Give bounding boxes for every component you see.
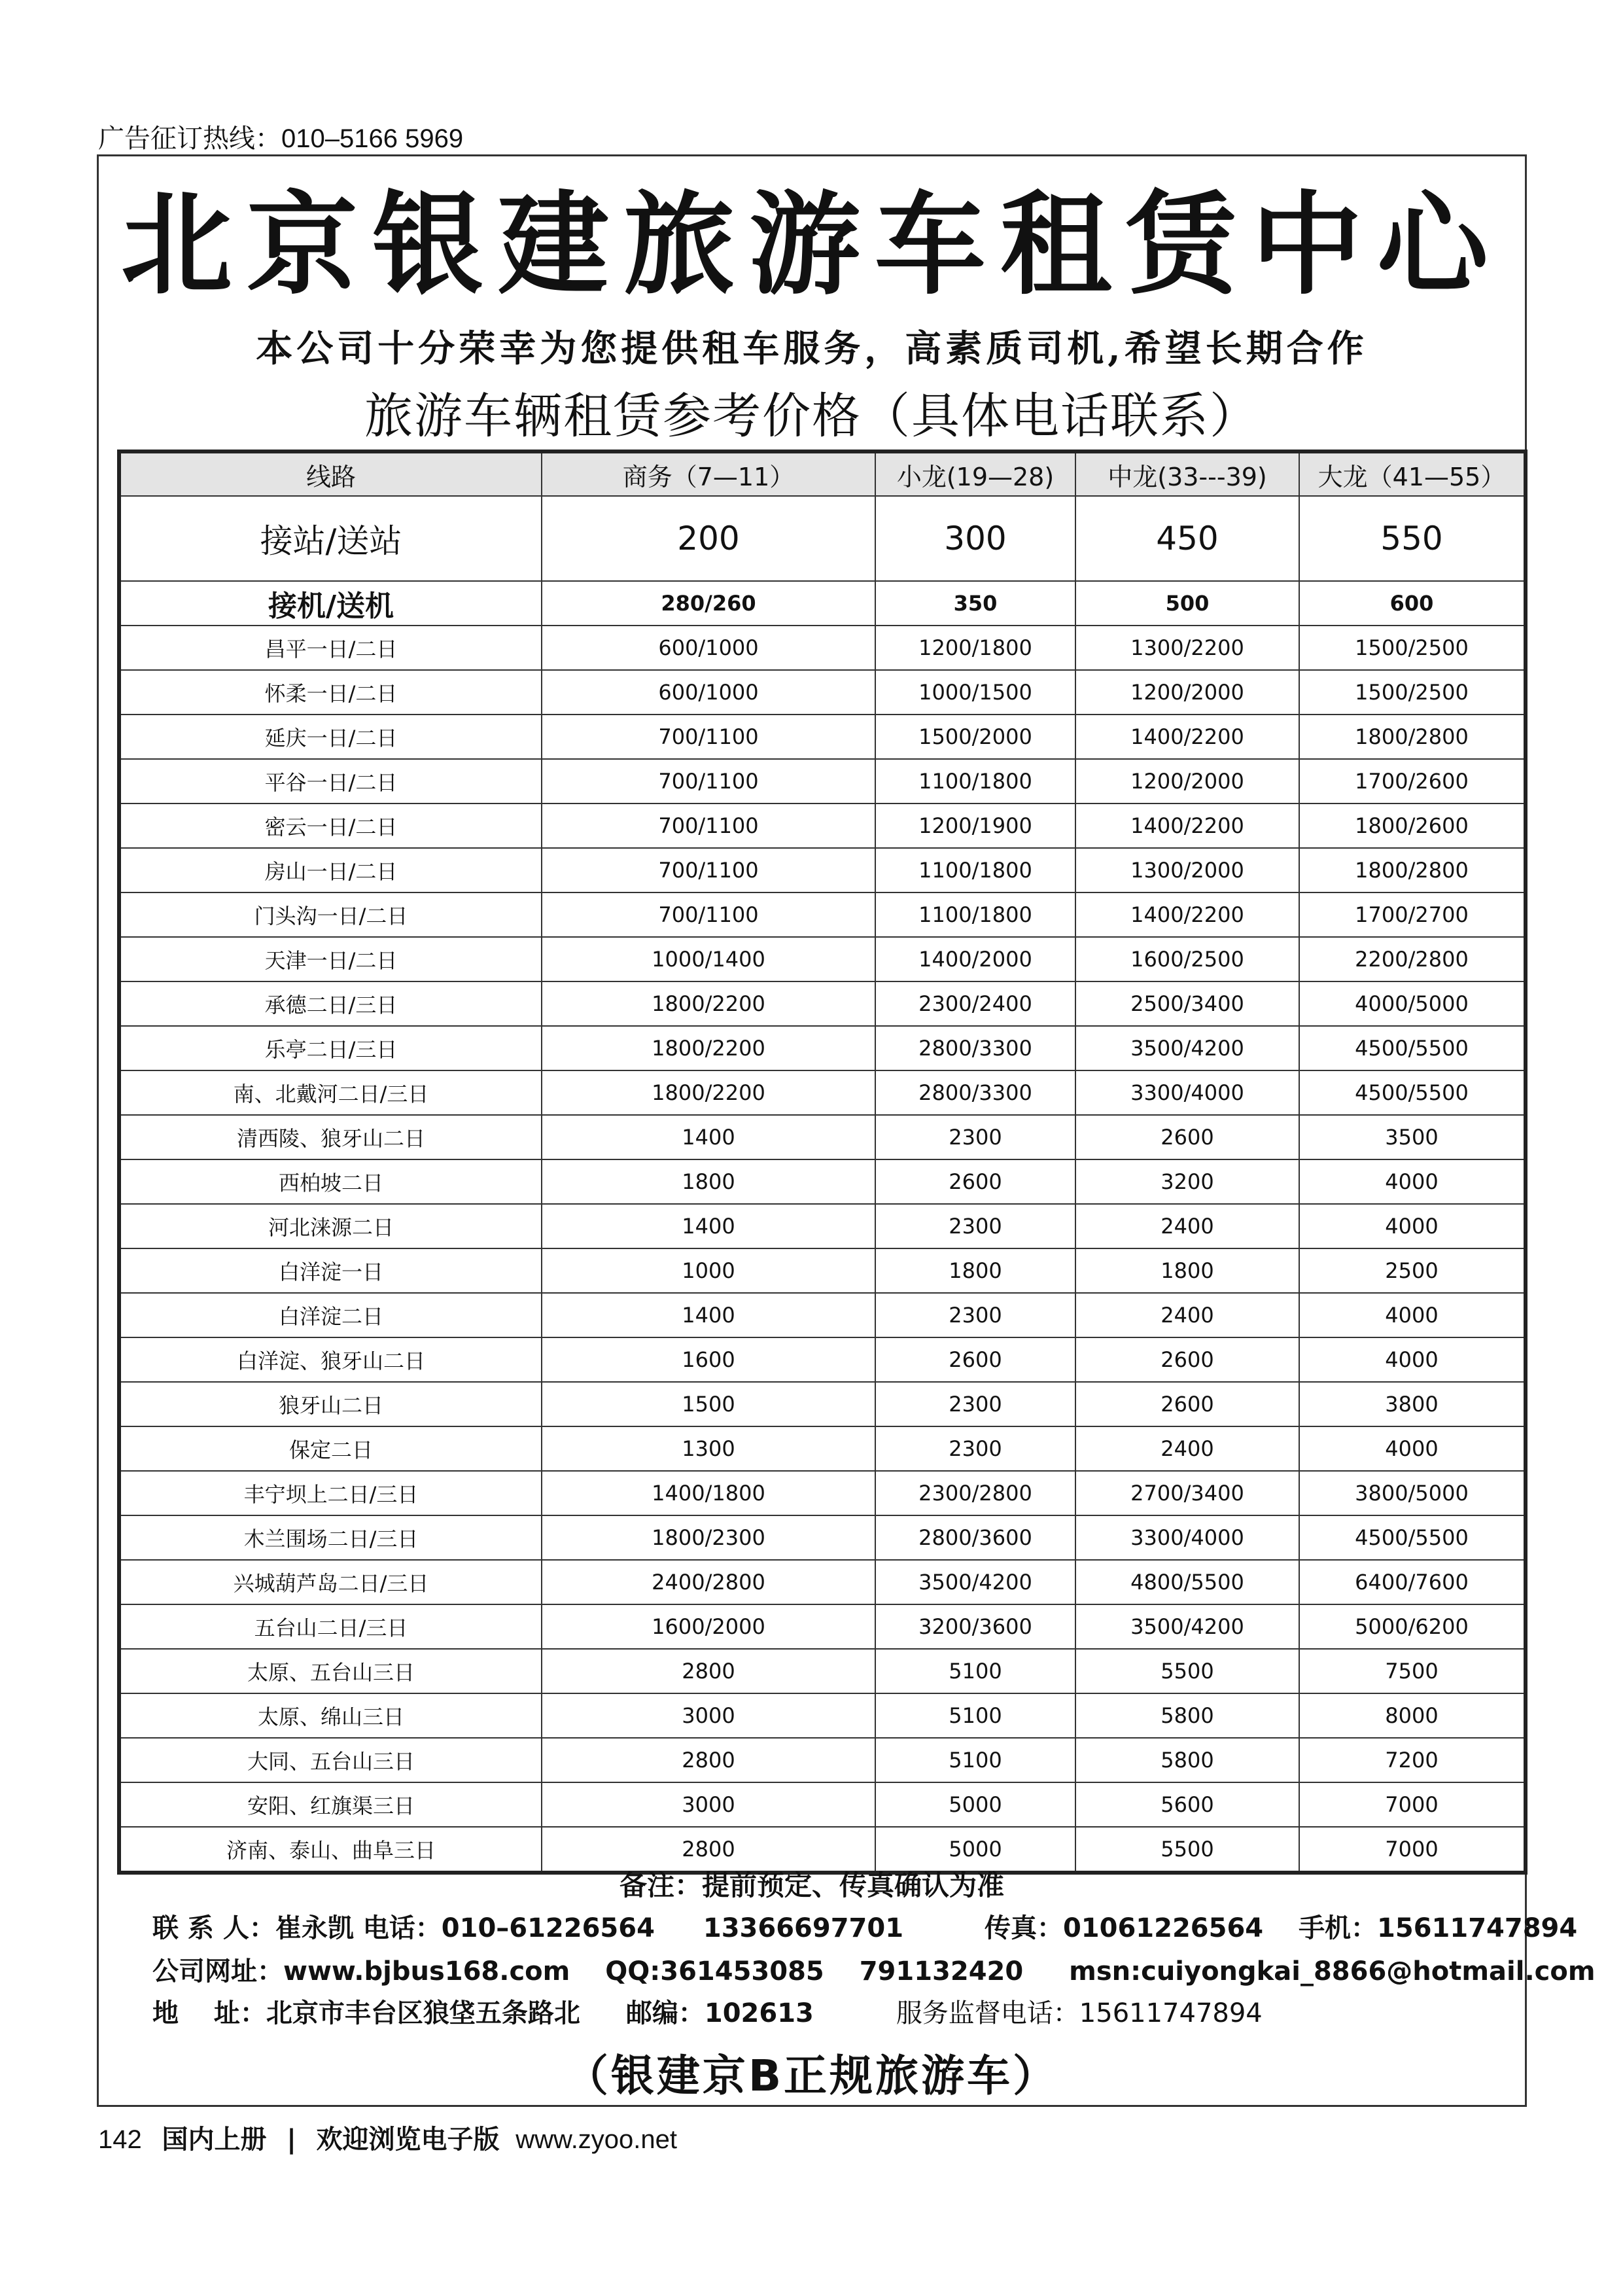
cell-small: 1000/1500 xyxy=(875,670,1075,715)
page-number: 142 xyxy=(98,2125,142,2154)
cell-small: 5100 xyxy=(875,1649,1075,1693)
cell-business: 600/1000 xyxy=(542,626,875,670)
cell-small: 1100/1800 xyxy=(875,892,1075,937)
cell-medium: 5800 xyxy=(1075,1693,1299,1738)
cell-small: 2800/3300 xyxy=(875,1026,1075,1070)
cell-large: 3800/5000 xyxy=(1299,1471,1526,1515)
cell-route: 太原、绵山三日 xyxy=(119,1693,542,1738)
cell-medium: 2600 xyxy=(1075,1382,1299,1426)
table-row xyxy=(119,937,1526,981)
cell-small: 1100/1800 xyxy=(875,759,1075,804)
cell-small: 1400/2000 xyxy=(875,937,1075,981)
cell-small: 2300 xyxy=(875,1426,1075,1471)
cell-medium: 450 xyxy=(1075,496,1299,581)
cell-large: 5000/6200 xyxy=(1299,1604,1526,1649)
cell-small: 300 xyxy=(875,496,1075,581)
cell-route: 乐亭二日/三日 xyxy=(119,1026,542,1070)
cell-route: 丰宁坝上二日/三日 xyxy=(119,1471,542,1515)
cell-business: 280/260 xyxy=(542,581,875,626)
cell-small: 1100/1800 xyxy=(875,848,1075,892)
cell-route: 清西陵、狼牙山二日 xyxy=(119,1115,542,1159)
cell-small: 2600 xyxy=(875,1337,1075,1382)
ad-hotline: 广告征订热线：010–5166 5969 xyxy=(98,124,464,153)
cell-route: 承德二日/三日 xyxy=(119,981,542,1026)
cell-route: 白洋淀、狼牙山二日 xyxy=(119,1337,542,1382)
table-row xyxy=(119,1248,1526,1293)
cell-medium: 5800 xyxy=(1075,1738,1299,1782)
cell-route: 接站/送站 xyxy=(119,496,542,581)
contact-mobile-1: 13366697701 xyxy=(703,1913,904,1943)
table-row xyxy=(119,892,1526,937)
cell-medium: 1200/2000 xyxy=(1075,759,1299,804)
cell-business: 2800 xyxy=(542,1649,875,1693)
cell-business: 2400/2800 xyxy=(542,1560,875,1604)
contact-qq-2: 791132420 xyxy=(859,1956,1024,1987)
table-row xyxy=(119,1738,1526,1782)
cell-route: 门头沟一日/二日 xyxy=(119,892,542,937)
header-small: 小龙(19—28) xyxy=(875,451,1075,496)
table-row xyxy=(119,715,1526,759)
cell-medium: 1600/2500 xyxy=(1075,937,1299,981)
cell-route: 安阳、红旗渠三日 xyxy=(119,1782,542,1827)
cell-route: 房山一日/二日 xyxy=(119,848,542,892)
cell-large: 3800 xyxy=(1299,1382,1526,1426)
table-row xyxy=(119,1159,1526,1204)
cell-business: 700/1100 xyxy=(542,759,875,804)
cell-small: 2300/2400 xyxy=(875,981,1075,1026)
table-row xyxy=(119,1782,1526,1827)
table-row xyxy=(119,759,1526,804)
footer-url[interactable]: www.zyoo.net xyxy=(515,2125,678,2154)
cell-route: 白洋淀一日 xyxy=(119,1248,542,1293)
cell-small: 350 xyxy=(875,581,1075,626)
price-table xyxy=(117,450,1527,1875)
cell-small: 2800/3300 xyxy=(875,1070,1075,1115)
cell-business: 1000 xyxy=(542,1248,875,1293)
cell-route: 接机/送机 xyxy=(119,581,542,626)
cell-large: 4500/5500 xyxy=(1299,1026,1526,1070)
section-label: 国内上册 xyxy=(162,2125,267,2155)
cell-large: 4000 xyxy=(1299,1204,1526,1248)
cell-medium: 5500 xyxy=(1075,1827,1299,1873)
cell-medium: 1400/2200 xyxy=(1075,804,1299,848)
table-row xyxy=(119,1204,1526,1248)
page-footer xyxy=(98,2119,677,2156)
cell-business: 1400 xyxy=(542,1115,875,1159)
header-large: 大龙（41—55） xyxy=(1299,451,1526,496)
table-header-row xyxy=(119,451,1526,496)
table-row xyxy=(119,670,1526,715)
cell-business: 600/1000 xyxy=(542,670,875,715)
cell-medium: 2500/3400 xyxy=(1075,981,1299,1026)
cell-business: 1800 xyxy=(542,1159,875,1204)
cell-medium: 3300/4000 xyxy=(1075,1070,1299,1115)
cell-medium: 1400/2200 xyxy=(1075,892,1299,937)
cell-large: 1700/2700 xyxy=(1299,892,1526,937)
header-medium: 中龙(33---39) xyxy=(1075,451,1299,496)
cell-business: 1400/1800 xyxy=(542,1471,875,1515)
contact-msn[interactable]: msn:cuiyongkai_8866@hotmail.com xyxy=(1069,1956,1596,1987)
table-row xyxy=(119,1115,1526,1159)
table-row xyxy=(119,1382,1526,1426)
cell-large: 1800/2800 xyxy=(1299,715,1526,759)
cell-business: 700/1100 xyxy=(542,804,875,848)
cell-medium: 3500/4200 xyxy=(1075,1026,1299,1070)
booking-note: 备注：提前预定、传真确认为准 xyxy=(619,1869,1004,1901)
cell-route: 南、北戴河二日/三日 xyxy=(119,1070,542,1115)
cell-small: 2300 xyxy=(875,1293,1075,1337)
cell-large: 7000 xyxy=(1299,1827,1526,1873)
cell-large: 4000 xyxy=(1299,1293,1526,1337)
cell-medium: 2400 xyxy=(1075,1204,1299,1248)
table-row xyxy=(119,1026,1526,1070)
cell-route: 太原、五台山三日 xyxy=(119,1649,542,1693)
cell-large: 4000 xyxy=(1299,1426,1526,1471)
cell-medium: 2400 xyxy=(1075,1426,1299,1471)
advert-frame xyxy=(97,154,1596,2107)
postal-code: 邮编：102613 xyxy=(625,1998,814,2028)
cell-large: 4000/5000 xyxy=(1299,981,1526,1026)
contact-person-phone: 联 系 人：崔永凯 电话：010–61226564 xyxy=(152,1913,655,1943)
company-website[interactable]: 公司网址：www.bjbus168.com xyxy=(152,1956,570,1987)
cell-business: 1800/2200 xyxy=(542,1070,875,1115)
table-row xyxy=(119,848,1526,892)
cell-small: 2300 xyxy=(875,1115,1075,1159)
cell-small: 3200/3600 xyxy=(875,1604,1075,1649)
cell-business: 1600 xyxy=(542,1337,875,1382)
cell-medium: 3500/4200 xyxy=(1075,1604,1299,1649)
cell-business: 700/1100 xyxy=(542,848,875,892)
cell-medium: 5500 xyxy=(1075,1649,1299,1693)
contact-line-web xyxy=(152,1951,1596,1988)
cell-route: 五台山二日/三日 xyxy=(119,1604,542,1649)
cell-medium: 2700/3400 xyxy=(1075,1471,1299,1515)
table-row xyxy=(119,1293,1526,1337)
contact-line-address xyxy=(152,1992,1263,2030)
company-title: 北京银建旅游车租赁中心 xyxy=(120,179,1503,310)
cell-small: 2600 xyxy=(875,1159,1075,1204)
table-row xyxy=(119,981,1526,1026)
cell-business: 2800 xyxy=(542,1827,875,1873)
cell-large: 2200/2800 xyxy=(1299,937,1526,981)
cell-route: 白洋淀二日 xyxy=(119,1293,542,1337)
cell-medium: 1300/2200 xyxy=(1075,626,1299,670)
cell-small: 3500/4200 xyxy=(875,1560,1075,1604)
cell-small: 1500/2000 xyxy=(875,715,1075,759)
cell-route: 兴城葫芦岛二日/三日 xyxy=(119,1560,542,1604)
cell-large: 7000 xyxy=(1299,1782,1526,1827)
cell-large: 6400/7600 xyxy=(1299,1560,1526,1604)
footer-separator: | xyxy=(287,2125,296,2155)
cell-route: 济南、泰山、曲阜三日 xyxy=(119,1827,542,1873)
cell-medium: 1200/2000 xyxy=(1075,670,1299,715)
cell-route: 平谷一日/二日 xyxy=(119,759,542,804)
company-address: 地 址：北京市丰台区狼垡五条路北 xyxy=(152,1998,580,2028)
cell-large: 2500 xyxy=(1299,1248,1526,1293)
footer-welcome: 欢迎浏览电子版 xyxy=(316,2125,500,2155)
cell-route: 狼牙山二日 xyxy=(119,1382,542,1426)
cell-business: 1800/2300 xyxy=(542,1515,875,1560)
cell-large: 1800/2800 xyxy=(1299,848,1526,892)
cell-large: 8000 xyxy=(1299,1693,1526,1738)
table-row xyxy=(119,1649,1526,1693)
cell-large: 1800/2600 xyxy=(1299,804,1526,848)
cell-medium: 1300/2000 xyxy=(1075,848,1299,892)
cell-route: 密云一日/二日 xyxy=(119,804,542,848)
cell-large: 3500 xyxy=(1299,1115,1526,1159)
table-row xyxy=(119,1337,1526,1382)
cell-small: 1800 xyxy=(875,1248,1075,1293)
table-row xyxy=(119,804,1526,848)
cell-small: 5000 xyxy=(875,1782,1075,1827)
cell-business: 1300 xyxy=(542,1426,875,1471)
cell-large: 600 xyxy=(1299,581,1526,626)
cell-medium: 500 xyxy=(1075,581,1299,626)
cell-route: 河北涞源二日 xyxy=(119,1204,542,1248)
service-slogan: 本公司十分荣幸为您提供租车服务，高素质司机,希望长期合作 xyxy=(256,327,1368,370)
table-row xyxy=(119,1560,1526,1604)
table-row xyxy=(119,1471,1526,1515)
contact-line-person xyxy=(152,1907,1577,1945)
cell-business: 1400 xyxy=(542,1293,875,1337)
cell-large: 7500 xyxy=(1299,1649,1526,1693)
cell-large: 4500/5500 xyxy=(1299,1070,1526,1115)
cell-small: 2800/3600 xyxy=(875,1515,1075,1560)
cell-medium: 2600 xyxy=(1075,1337,1299,1382)
cell-business: 200 xyxy=(542,496,875,581)
cell-large: 550 xyxy=(1299,496,1526,581)
cell-medium: 2600 xyxy=(1075,1115,1299,1159)
cell-large: 1500/2500 xyxy=(1299,670,1526,715)
cell-medium: 2400 xyxy=(1075,1293,1299,1337)
cell-large: 1500/2500 xyxy=(1299,626,1526,670)
cell-small: 1200/1800 xyxy=(875,626,1075,670)
cell-business: 1000/1400 xyxy=(542,937,875,981)
cell-route: 天津一日/二日 xyxy=(119,937,542,981)
cell-medium: 1400/2200 xyxy=(1075,715,1299,759)
cell-small: 2300 xyxy=(875,1204,1075,1248)
regular-bus-slogan: （银建京B正规旅游车） xyxy=(565,2051,1059,2101)
cell-business: 1800/2200 xyxy=(542,981,875,1026)
cell-route: 怀柔一日/二日 xyxy=(119,670,542,715)
cell-business: 1500 xyxy=(542,1382,875,1426)
table-row xyxy=(119,1070,1526,1115)
cell-medium: 3200 xyxy=(1075,1159,1299,1204)
price-subtitle: 旅游车辆租赁参考价格（具体电话联系） xyxy=(364,388,1259,444)
cell-route: 延庆一日/二日 xyxy=(119,715,542,759)
cell-large: 4000 xyxy=(1299,1337,1526,1382)
cell-business: 2800 xyxy=(542,1738,875,1782)
cell-business: 1600/2000 xyxy=(542,1604,875,1649)
cell-route: 昌平一日/二日 xyxy=(119,626,542,670)
table-row xyxy=(119,1515,1526,1560)
cell-large: 4000 xyxy=(1299,1159,1526,1204)
cell-business: 1400 xyxy=(542,1204,875,1248)
table-row xyxy=(119,1426,1526,1471)
cell-route: 保定二日 xyxy=(119,1426,542,1471)
cell-business: 700/1100 xyxy=(542,892,875,937)
cell-medium: 5600 xyxy=(1075,1782,1299,1827)
cell-small: 5000 xyxy=(875,1827,1075,1873)
cell-medium: 3300/4000 xyxy=(1075,1515,1299,1560)
header-business: 商务（7—11） xyxy=(542,451,875,496)
table-row xyxy=(119,496,1526,581)
cell-business: 700/1100 xyxy=(542,715,875,759)
cell-route: 木兰围场二日/三日 xyxy=(119,1515,542,1560)
cell-large: 7200 xyxy=(1299,1738,1526,1782)
cell-small: 2300 xyxy=(875,1382,1075,1426)
contact-mobile-2: 手机：15611747894 xyxy=(1299,1913,1578,1943)
cell-large: 1700/2600 xyxy=(1299,759,1526,804)
cell-small: 1200/1900 xyxy=(875,804,1075,848)
price-table-body xyxy=(119,496,1526,1873)
table-row xyxy=(119,1693,1526,1738)
cell-business: 3000 xyxy=(542,1693,875,1738)
table-row xyxy=(119,626,1526,670)
cell-business: 1800/2200 xyxy=(542,1026,875,1070)
cell-business: 3000 xyxy=(542,1782,875,1827)
cell-small: 5100 xyxy=(875,1738,1075,1782)
cell-medium: 1800 xyxy=(1075,1248,1299,1293)
header-route: 线路 xyxy=(119,451,542,496)
contact-qq-1: QQ:361453085 xyxy=(605,1956,824,1987)
cell-small: 5100 xyxy=(875,1693,1075,1738)
cell-route: 大同、五台山三日 xyxy=(119,1738,542,1782)
cell-large: 4500/5500 xyxy=(1299,1515,1526,1560)
cell-medium: 4800/5500 xyxy=(1075,1560,1299,1604)
cell-small: 2300/2800 xyxy=(875,1471,1075,1515)
supervision-phone: 服务监督电话：15611747894 xyxy=(896,1998,1263,2028)
contact-fax: 传真：01061226564 xyxy=(984,1913,1264,1943)
table-row xyxy=(119,1604,1526,1649)
table-row xyxy=(119,581,1526,626)
cell-route: 西柏坡二日 xyxy=(119,1159,542,1204)
